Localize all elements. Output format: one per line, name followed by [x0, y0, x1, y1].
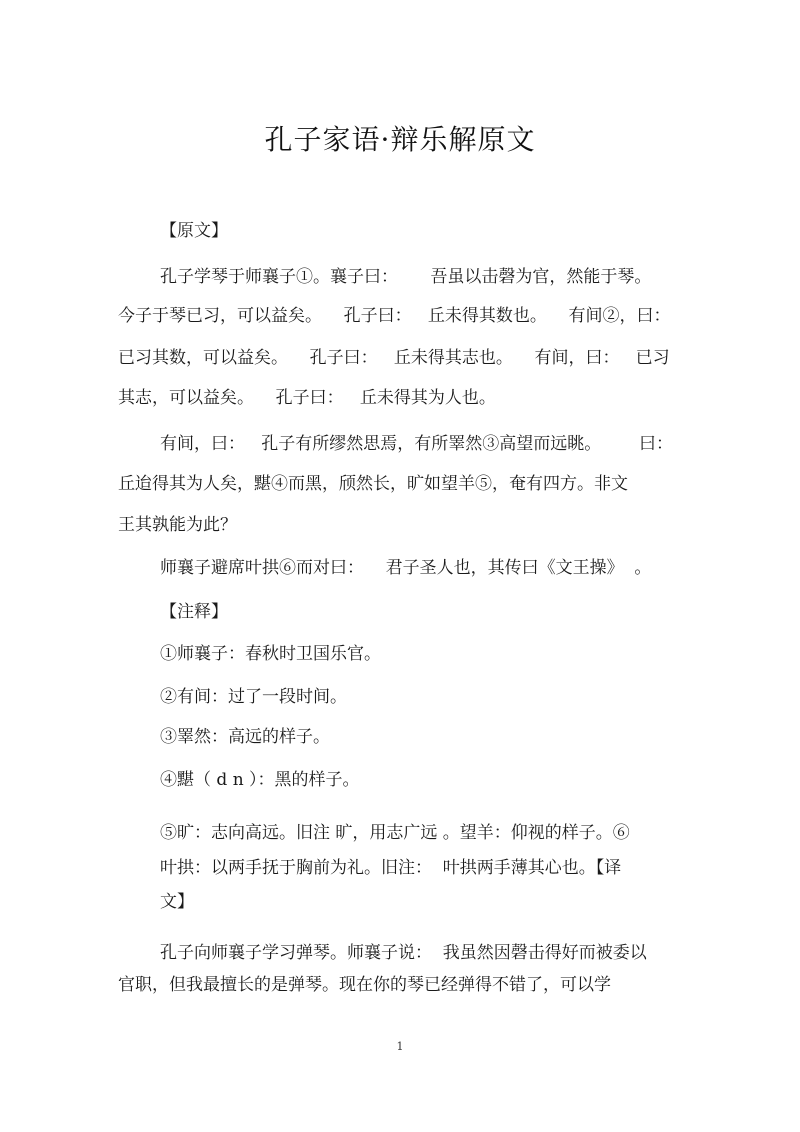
text-line: 孔子向师襄子学习弹琴。师襄子说： 我虽然因磬击得好而被委以	[160, 943, 647, 963]
text-line: 今子于琴已习，可以益矣。 孔子曰： 丘未得其数也。 有间②，曰：	[118, 306, 671, 326]
text-line: 官职，但我最擅长的是弹琴。现在你的琴已经弹得不错了，可以学	[118, 975, 611, 995]
note-line: ②有间：过了一段时间。	[160, 687, 347, 707]
text-line: 已习其数，可以益矣。 孔子曰： 丘未得其志也。 有间，曰： 已习	[118, 348, 670, 368]
note-line: 叶拱：以两手抚于胸前为礼。旧注： 叶拱两手薄其心也。【译	[160, 858, 622, 878]
text-line: 有间，曰： 孔子有所缪然思焉，有所睪然③高望而远眺。 曰：	[160, 434, 674, 454]
section-heading-original: 【原文】	[160, 221, 228, 241]
page-title: 孔子家语·辩乐解原文	[264, 123, 536, 156]
page-number: 1	[396, 1040, 404, 1053]
note-line: ④黮（ d n ）：黑的样子。	[160, 770, 360, 790]
text-line: 丘迨得其为人矣，黮④而黑，颀然长，旷如望羊⑤，奄有四方。非文	[118, 474, 628, 494]
section-heading-translation: 文】	[160, 892, 194, 912]
note-line: ⑤旷：志向高远。旧注 旷，用志广远 。望羊：仰视的样子。⑥	[160, 823, 630, 843]
note-line: ①师襄子：春秋时卫国乐官。	[160, 644, 381, 664]
text-line: 其志，可以益矣。 孔子曰： 丘未得其为人也。	[118, 388, 496, 408]
text-line: 王其孰能为此？	[118, 515, 237, 535]
text-line: 孔子学琴于师襄子①。襄子曰： 吾虽以击磬为官，然能于琴。	[160, 267, 652, 287]
text-line: 师襄子避席叶拱⑥而对曰： 君子圣人也，其传曰《文王操》 。	[160, 558, 652, 578]
section-heading-notes: 【注释】	[160, 602, 228, 622]
note-line: ③睪然：高远的样子。	[160, 727, 330, 747]
